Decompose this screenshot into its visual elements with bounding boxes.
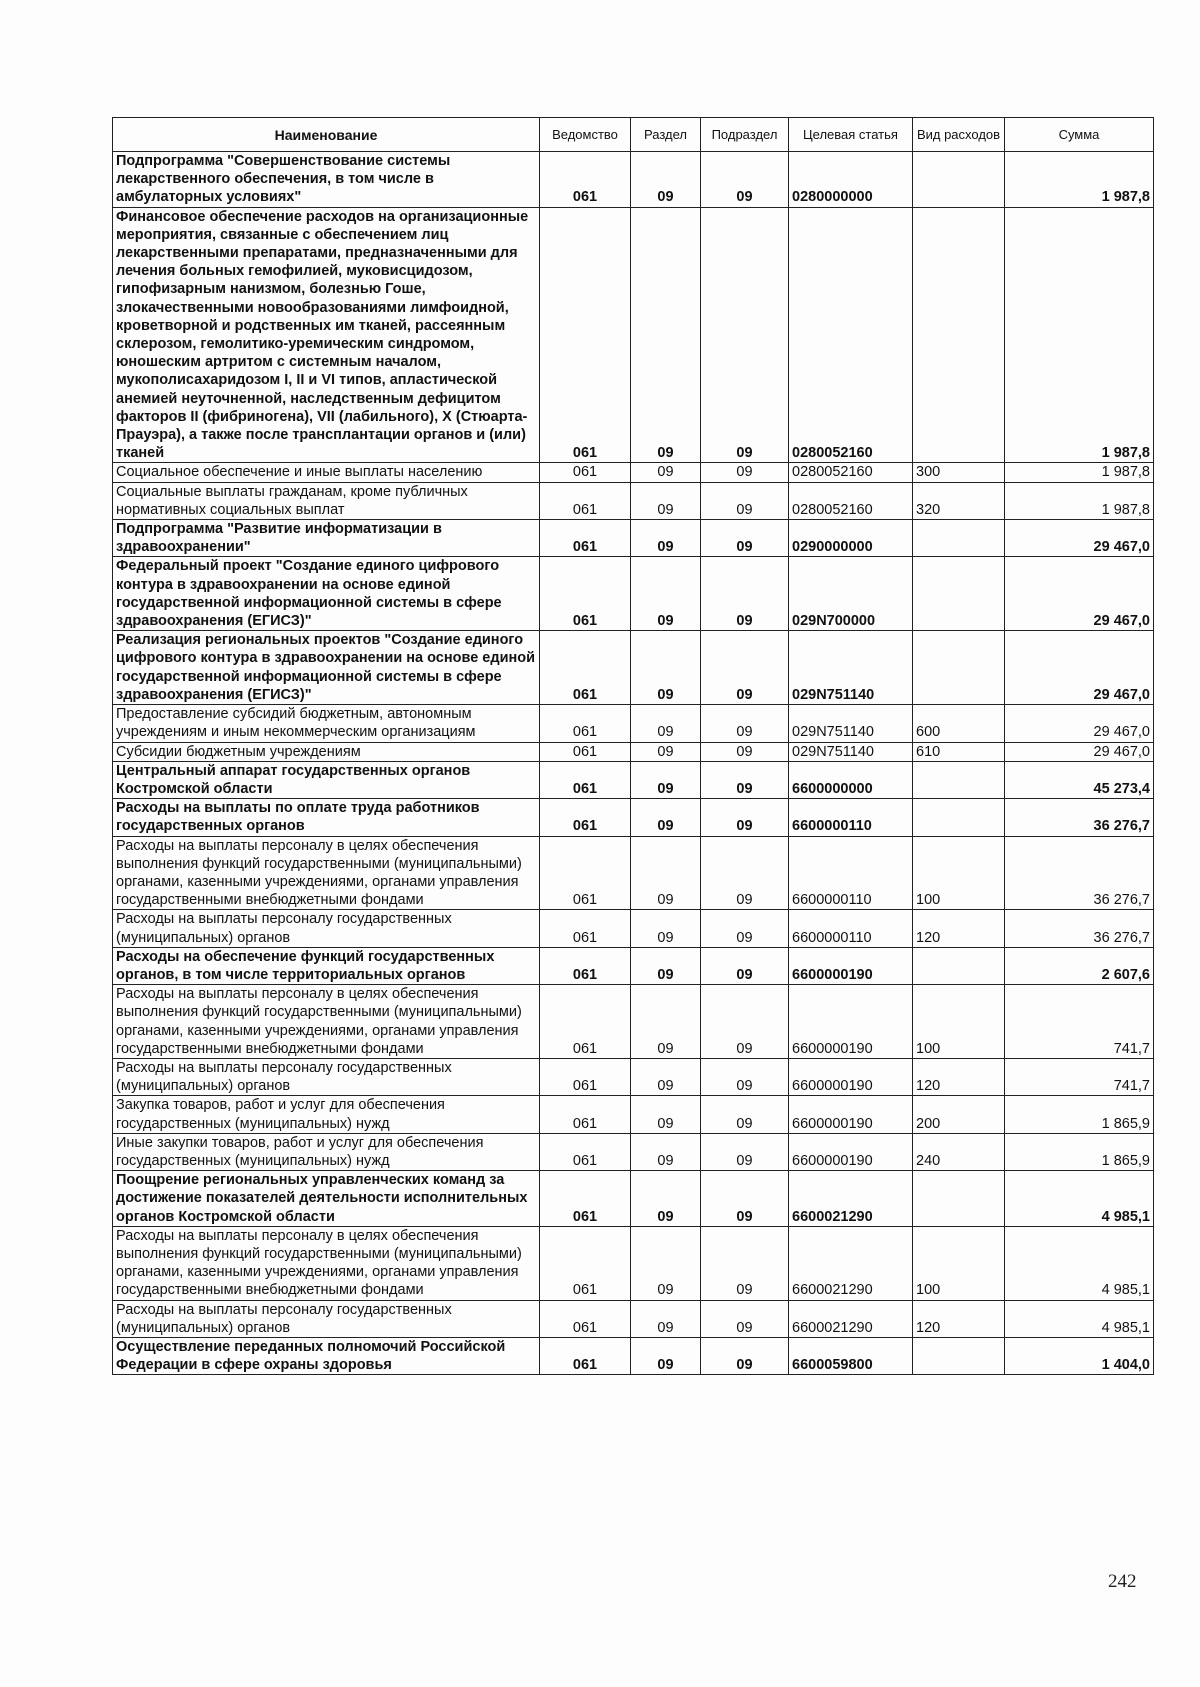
- page-number: 242: [1108, 1571, 1137, 1592]
- row-section: 09: [631, 742, 701, 761]
- row-target-article: 6600059800: [789, 1338, 913, 1375]
- row-name: Расходы на выплаты персоналу в целях обеспечения выполнения функций государственными (муниципальными) органами, казенными учреждениями, органами управления государственными внебюджетными фондами: [113, 1226, 540, 1300]
- row-department: 061: [540, 1133, 631, 1170]
- column-header-section: Раздел: [631, 118, 701, 152]
- table-row: [113, 705, 1154, 742]
- row-name: Финансовое обеспечение расходов на организационные мероприятия, связанные с обеспечением лиц лекарственными препаратами, предназначенными для лечения больных гемофилией, муковисцидозом, гипофизарным нанизмом, болезнью Гоше, злокачественными новообразованиями лимфоидной, кроветворной и родственных им тканей, рассеянным склерозом, гемолитико-уремическим синдромом, юношеским артритом с системным началом, мукополисахаридозом I, II и VI типов, апластической анемией неуточненной, наследственным дефицитом факторов II (фибриногена), VII (лабильного), X (Стюарта-Прауэра), а также после трансплантации органов и (или) тканей: [113, 207, 540, 463]
- row-sum: 45 273,4: [1005, 761, 1154, 798]
- row-section: 09: [631, 910, 701, 947]
- row-subsection: 09: [701, 1058, 789, 1095]
- row-target-article: 6600000190: [789, 947, 913, 984]
- row-sum: 1 987,8: [1005, 482, 1154, 519]
- row-target-article: 6600000110: [789, 799, 913, 836]
- row-target-article: 0280052160: [789, 207, 913, 463]
- row-name: Федеральный проект "Создание единого цифрового контура в здравоохранении на основе единой государственной информационной системы в сфере здравоохранения (ЕГИСЗ)": [113, 557, 540, 631]
- row-sum: 29 467,0: [1005, 705, 1154, 742]
- table-row: [113, 152, 1154, 208]
- row-sum: 4 985,1: [1005, 1226, 1154, 1300]
- row-name: Расходы на выплаты персоналу в целях обеспечения выполнения функций государственными (муниципальными) органами, казенными учреждениями, органами управления государственными внебюджетными фондами: [113, 836, 540, 910]
- budget-table: [112, 117, 1154, 1375]
- row-department: 061: [540, 836, 631, 910]
- row-section: 09: [631, 631, 701, 705]
- row-expense-type: [913, 557, 1005, 631]
- row-expense-type: [913, 761, 1005, 798]
- row-expense-type: [913, 520, 1005, 557]
- row-sum: 29 467,0: [1005, 557, 1154, 631]
- row-subsection: 09: [701, 1338, 789, 1375]
- row-subsection: 09: [701, 1171, 789, 1227]
- column-header-target-article: Целевая статья: [789, 118, 913, 152]
- row-expense-type: 200: [913, 1096, 1005, 1133]
- row-expense-type: 120: [913, 910, 1005, 947]
- row-name: Подпрограмма "Совершенствование системы лекарственного обеспечения, в том числе в амбулаторных условиях": [113, 152, 540, 208]
- row-target-article: 6600000190: [789, 985, 913, 1059]
- row-sum: 36 276,7: [1005, 836, 1154, 910]
- table-row: [113, 742, 1154, 761]
- row-name: Осуществление переданных полномочий Российской Федерации в сфере охраны здоровья: [113, 1338, 540, 1375]
- row-target-article: 029N751140: [789, 631, 913, 705]
- column-header-name: Наименование: [113, 118, 540, 152]
- row-target-article: 029N751140: [789, 742, 913, 761]
- table-row: [113, 1133, 1154, 1170]
- row-expense-type: [913, 1338, 1005, 1375]
- row-subsection: 09: [701, 557, 789, 631]
- row-sum: 1 987,8: [1005, 152, 1154, 208]
- row-sum: 1 865,9: [1005, 1133, 1154, 1170]
- row-subsection: 09: [701, 1096, 789, 1133]
- row-subsection: 09: [701, 152, 789, 208]
- row-section: 09: [631, 947, 701, 984]
- row-target-article: 6600000190: [789, 1133, 913, 1170]
- row-target-article: 0290000000: [789, 520, 913, 557]
- row-subsection: 09: [701, 705, 789, 742]
- row-department: 061: [540, 705, 631, 742]
- row-section: 09: [631, 761, 701, 798]
- row-name: Расходы на выплаты по оплате труда работников государственных органов: [113, 799, 540, 836]
- row-section: 09: [631, 1338, 701, 1375]
- table-body: [113, 152, 1154, 1375]
- row-target-article: 6600021290: [789, 1300, 913, 1337]
- table-row: [113, 463, 1154, 482]
- row-section: 09: [631, 482, 701, 519]
- row-expense-type: [913, 631, 1005, 705]
- row-subsection: 09: [701, 463, 789, 482]
- row-expense-type: 120: [913, 1300, 1005, 1337]
- row-subsection: 09: [701, 761, 789, 798]
- row-sum: 29 467,0: [1005, 742, 1154, 761]
- row-section: 09: [631, 1226, 701, 1300]
- row-department: 061: [540, 463, 631, 482]
- row-subsection: 09: [701, 836, 789, 910]
- row-sum: 1 987,8: [1005, 463, 1154, 482]
- row-section: 09: [631, 463, 701, 482]
- table-row: [113, 761, 1154, 798]
- row-subsection: 09: [701, 947, 789, 984]
- row-subsection: 09: [701, 1133, 789, 1170]
- table-row: [113, 207, 1154, 463]
- row-section: 09: [631, 1300, 701, 1337]
- row-subsection: 09: [701, 520, 789, 557]
- row-subsection: 09: [701, 482, 789, 519]
- row-name: Центральный аппарат государственных органов Костромской области: [113, 761, 540, 798]
- table-row: [113, 1171, 1154, 1227]
- row-subsection: 09: [701, 742, 789, 761]
- row-target-article: 029N751140: [789, 705, 913, 742]
- row-department: 061: [540, 482, 631, 519]
- table-row: [113, 482, 1154, 519]
- row-department: 061: [540, 742, 631, 761]
- row-expense-type: [913, 947, 1005, 984]
- row-expense-type: [913, 207, 1005, 463]
- row-expense-type: [913, 799, 1005, 836]
- row-section: 09: [631, 207, 701, 463]
- row-section: 09: [631, 799, 701, 836]
- row-expense-type: [913, 152, 1005, 208]
- table-row: [113, 557, 1154, 631]
- row-department: 061: [540, 910, 631, 947]
- row-name: Расходы на выплаты персоналу государственных (муниципальных) органов: [113, 1058, 540, 1095]
- table-header-row: [113, 118, 1154, 152]
- row-department: 061: [540, 1058, 631, 1095]
- row-department: 061: [540, 152, 631, 208]
- row-name: Расходы на выплаты персоналу государственных (муниципальных) органов: [113, 1300, 540, 1337]
- row-department: 061: [540, 985, 631, 1059]
- row-sum: 36 276,7: [1005, 910, 1154, 947]
- row-section: 09: [631, 1058, 701, 1095]
- row-name: Реализация региональных проектов "Создание единого цифрового контура в здравоохранении на основе единой государственной информационной системы в сфере здравоохранения (ЕГИСЗ)": [113, 631, 540, 705]
- row-section: 09: [631, 985, 701, 1059]
- row-subsection: 09: [701, 910, 789, 947]
- row-section: 09: [631, 557, 701, 631]
- row-name: Расходы на обеспечение функций государственных органов, в том числе территориальных органов: [113, 947, 540, 984]
- table-row: [113, 985, 1154, 1059]
- row-target-article: 6600000000: [789, 761, 913, 798]
- row-target-article: 6600000190: [789, 1058, 913, 1095]
- table-row: [113, 1096, 1154, 1133]
- row-target-article: 029N700000: [789, 557, 913, 631]
- row-expense-type: 300: [913, 463, 1005, 482]
- table-row: [113, 836, 1154, 910]
- row-department: 061: [540, 520, 631, 557]
- row-sum: 741,7: [1005, 1058, 1154, 1095]
- row-expense-type: 240: [913, 1133, 1005, 1170]
- row-expense-type: 600: [913, 705, 1005, 742]
- row-target-article: 6600021290: [789, 1171, 913, 1227]
- row-section: 09: [631, 1171, 701, 1227]
- column-header-department: Ведомство: [540, 118, 631, 152]
- row-department: 061: [540, 1338, 631, 1375]
- row-sum: 29 467,0: [1005, 631, 1154, 705]
- row-name: Расходы на выплаты персоналу государственных (муниципальных) органов: [113, 910, 540, 947]
- row-sum: 1 404,0: [1005, 1338, 1154, 1375]
- row-subsection: 09: [701, 985, 789, 1059]
- column-header-subsection: Подраздел: [701, 118, 789, 152]
- row-department: 061: [540, 207, 631, 463]
- row-expense-type: 100: [913, 1226, 1005, 1300]
- row-department: 061: [540, 1096, 631, 1133]
- row-department: 061: [540, 631, 631, 705]
- row-department: 061: [540, 761, 631, 798]
- row-name: Расходы на выплаты персоналу в целях обеспечения выполнения функций государственными (муниципальными) органами, казенными учреждениями, органами управления государственными внебюджетными фондами: [113, 985, 540, 1059]
- row-expense-type: [913, 1171, 1005, 1227]
- row-sum: 1 987,8: [1005, 207, 1154, 463]
- row-target-article: 6600021290: [789, 1226, 913, 1300]
- row-name: Социальное обеспечение и иные выплаты населению: [113, 463, 540, 482]
- row-expense-type: 610: [913, 742, 1005, 761]
- row-target-article: 0280000000: [789, 152, 913, 208]
- row-section: 09: [631, 1133, 701, 1170]
- row-target-article: 6600000110: [789, 910, 913, 947]
- row-name: Закупка товаров, работ и услуг для обеспечения государственных (муниципальных) нужд: [113, 1096, 540, 1133]
- table-row: [113, 520, 1154, 557]
- row-department: 061: [540, 1171, 631, 1227]
- row-subsection: 09: [701, 631, 789, 705]
- row-section: 09: [631, 152, 701, 208]
- row-name: Предоставление субсидий бюджетным, автономным учреждениям и иным некоммерческим организациям: [113, 705, 540, 742]
- table-row: [113, 947, 1154, 984]
- table-row: [113, 1226, 1154, 1300]
- row-target-article: 6600000190: [789, 1096, 913, 1133]
- table-row: [113, 799, 1154, 836]
- column-header-expense-type: Вид расходов: [913, 118, 1005, 152]
- row-subsection: 09: [701, 799, 789, 836]
- table-row: [113, 910, 1154, 947]
- row-sum: 29 467,0: [1005, 520, 1154, 557]
- row-sum: 2 607,6: [1005, 947, 1154, 984]
- row-subsection: 09: [701, 207, 789, 463]
- row-target-article: 6600000110: [789, 836, 913, 910]
- row-section: 09: [631, 836, 701, 910]
- row-sum: 4 985,1: [1005, 1171, 1154, 1227]
- row-subsection: 09: [701, 1226, 789, 1300]
- row-expense-type: 100: [913, 836, 1005, 910]
- row-target-article: 0280052160: [789, 463, 913, 482]
- table-row: [113, 1300, 1154, 1337]
- row-department: 061: [540, 557, 631, 631]
- row-name: Иные закупки товаров, работ и услуг для обеспечения государственных (муниципальных) нужд: [113, 1133, 540, 1170]
- row-department: 061: [540, 947, 631, 984]
- table-row: [113, 631, 1154, 705]
- row-subsection: 09: [701, 1300, 789, 1337]
- row-name: Субсидии бюджетным учреждениям: [113, 742, 540, 761]
- row-sum: 741,7: [1005, 985, 1154, 1059]
- row-sum: 36 276,7: [1005, 799, 1154, 836]
- table-row: [113, 1338, 1154, 1375]
- row-department: 061: [540, 1300, 631, 1337]
- table-row: [113, 1058, 1154, 1095]
- row-target-article: 0280052160: [789, 482, 913, 519]
- row-name: Социальные выплаты гражданам, кроме публичных нормативных социальных выплат: [113, 482, 540, 519]
- row-sum: 4 985,1: [1005, 1300, 1154, 1337]
- row-name: Подпрограмма "Развитие информатизации в здравоохранении": [113, 520, 540, 557]
- row-section: 09: [631, 705, 701, 742]
- row-name: Поощрение региональных управленческих команд за достижение показателей деятельности исполнительных органов Костромской области: [113, 1171, 540, 1227]
- row-expense-type: 100: [913, 985, 1005, 1059]
- row-expense-type: 120: [913, 1058, 1005, 1095]
- row-section: 09: [631, 1096, 701, 1133]
- row-section: 09: [631, 520, 701, 557]
- row-department: 061: [540, 1226, 631, 1300]
- row-sum: 1 865,9: [1005, 1096, 1154, 1133]
- row-department: 061: [540, 799, 631, 836]
- row-expense-type: 320: [913, 482, 1005, 519]
- column-header-sum: Сумма: [1005, 118, 1154, 152]
